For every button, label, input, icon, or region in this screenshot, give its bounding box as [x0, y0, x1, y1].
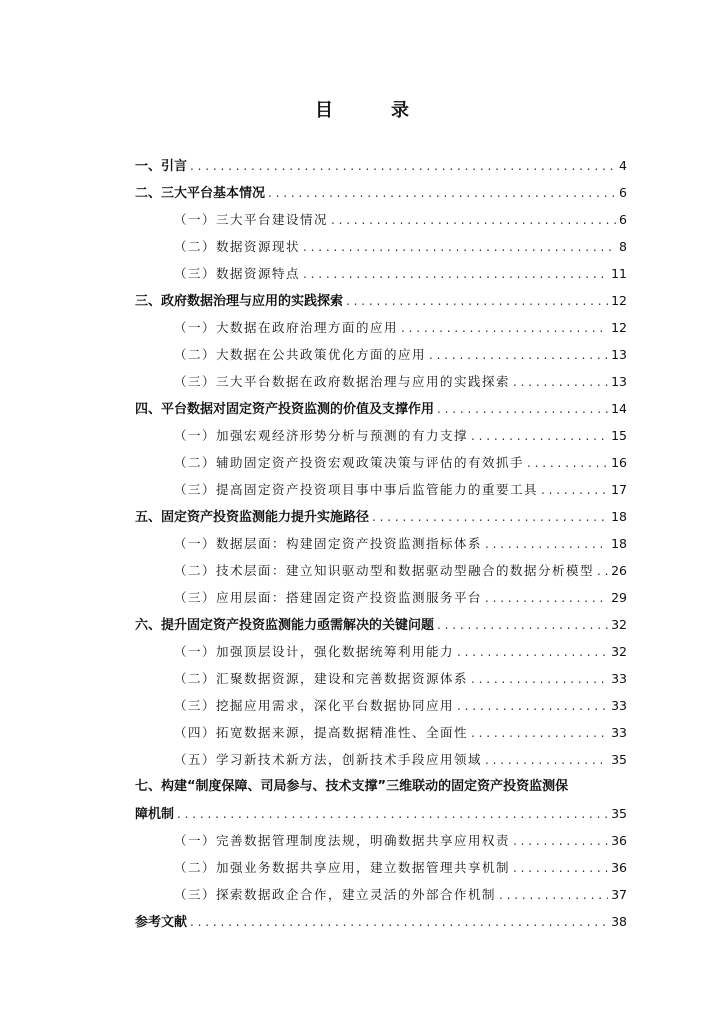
toc-page-number: 16 — [611, 455, 627, 470]
toc-dot-leader — [597, 558, 608, 585]
toc-page-number: 35 — [611, 806, 627, 821]
toc-entry[interactable] — [135, 530, 627, 557]
toc-dot-leader — [437, 396, 608, 423]
toc-entry-label: 五、固定资产投资监测能力提升实施路径 — [135, 510, 370, 525]
toc-entry[interactable] — [135, 854, 627, 881]
toc-page-number: 18 — [611, 536, 627, 551]
toc-entry[interactable] — [135, 422, 627, 449]
toc-page-number: 26 — [611, 563, 627, 578]
toc-dot-leader — [499, 882, 608, 909]
toc-entry[interactable] — [135, 449, 627, 476]
toc-entry-label: （二）辅助固定资产投资宏观政策决策与评估的有效抓手 — [174, 455, 525, 470]
toc-entry-label: （四）拓宽数据来源，提高数据精准性、全面性 — [174, 725, 469, 740]
toc-entry[interactable] — [135, 233, 627, 260]
toc-page-number: 33 — [611, 725, 627, 740]
toc-entry-label: 七、构建“制度保障、司局参与、技术支撑”三维联动的固定资产投资监测保 — [135, 779, 569, 794]
toc-dot-leader — [541, 477, 608, 504]
toc-page-number: 4 — [619, 158, 627, 173]
toc-entry-label: （三）挖掘应用需求，深化平台数据协同应用 — [174, 698, 455, 713]
toc-dot-leader — [471, 720, 608, 747]
toc-dot-leader — [485, 747, 608, 774]
toc-page-number: 11 — [611, 266, 627, 281]
toc-entry[interactable] — [135, 395, 627, 422]
toc-dot-leader — [471, 423, 608, 450]
toc-dot-leader — [457, 693, 608, 720]
toc-entry-label: （三）应用层面：搭建固定资产投资监测服务平台 — [174, 590, 483, 605]
toc-page-number: 29 — [611, 590, 627, 605]
toc-dot-leader — [513, 369, 608, 396]
toc-entry[interactable] — [135, 638, 627, 665]
toc-entry[interactable] — [135, 206, 627, 233]
toc-page-number: 32 — [611, 617, 627, 632]
toc-dot-leader — [471, 666, 608, 693]
toc-page-number: 13 — [611, 374, 627, 389]
toc-entry[interactable] — [135, 719, 627, 746]
toc-entry[interactable] — [135, 341, 627, 368]
toc-page-number: 13 — [611, 347, 627, 362]
toc-entry-label: （二）数据资源现状 — [174, 239, 301, 254]
toc-entry[interactable] — [135, 503, 627, 530]
toc-page-number: 12 — [611, 293, 627, 308]
toc-dot-leader — [372, 504, 608, 531]
toc-dot-leader — [346, 288, 608, 315]
toc-entry-label: 六、提升固定资产投资监测能力亟需解决的关键问题 — [135, 618, 435, 633]
toc-dot-leader — [429, 342, 608, 369]
toc-entry[interactable] — [135, 665, 627, 692]
toc-page-number: 15 — [611, 428, 627, 443]
toc-page-number: 36 — [611, 860, 627, 875]
toc-entry[interactable] — [135, 260, 627, 287]
toc-page-number: 33 — [611, 698, 627, 713]
toc-dot-leader — [331, 207, 616, 234]
toc-entry[interactable] — [135, 557, 627, 584]
toc-page-number: 36 — [611, 833, 627, 848]
toc-entry[interactable] — [135, 611, 627, 638]
toc-page-number: 32 — [611, 644, 627, 659]
toc-dot-leader — [177, 801, 608, 828]
toc-page-number: 8 — [619, 239, 627, 254]
toc-entry-label: （二）技术层面：建立知识驱动型和数据驱动型融合的数据分析模型 — [174, 563, 595, 578]
toc-entry-label: （三）探索数据政企合作，建立灵活的外部合作机制 — [174, 887, 497, 902]
toc-dot-leader — [190, 909, 608, 936]
toc-entry[interactable] — [135, 476, 627, 503]
toc-entry[interactable] — [135, 800, 627, 827]
toc-page-number: 12 — [611, 320, 627, 335]
toc-entry-label: （二）大数据在公共政策优化方面的应用 — [174, 347, 427, 362]
toc-entry[interactable] — [135, 152, 627, 179]
toc-entry-label: （一）大数据在政府治理方面的应用 — [174, 320, 399, 335]
toc-entry[interactable] — [135, 584, 627, 611]
toc-entry[interactable] — [135, 908, 627, 935]
toc-page-number: 33 — [611, 671, 627, 686]
toc-dot-leader — [303, 234, 616, 261]
toc-entry-label: （二）加强业务数据共享应用，建立数据管理共享机制 — [174, 860, 511, 875]
toc-entry-label: 障机制 — [135, 807, 175, 822]
toc-dot-leader — [527, 450, 608, 477]
toc-dot-leader — [457, 639, 608, 666]
toc-entry-label: （一）加强宏观经济形势分析与预测的有力支撑 — [174, 428, 469, 443]
page-title: 目 录 — [315, 100, 429, 121]
toc-dot-leader — [268, 180, 616, 207]
toc-page-number: 35 — [611, 752, 627, 767]
toc-entry[interactable] — [135, 746, 627, 773]
toc-entry-label: （一）加强顶层设计，强化数据统筹利用能力 — [174, 644, 455, 659]
toc-page-number: 38 — [611, 914, 627, 929]
toc-page-number: 6 — [619, 185, 627, 200]
toc-entry-label: （二）汇聚数据资源，建设和完善数据资源体系 — [174, 671, 469, 686]
toc-entry-label: （三）三大平台数据在政府数据治理与应用的实践探索 — [174, 374, 511, 389]
toc-page-number: 14 — [611, 401, 627, 416]
toc-entry-label: （五）学习新技术新方法，创新技术手段应用领域 — [174, 752, 483, 767]
toc-entry-label: （一）三大平台建设情况 — [174, 212, 329, 227]
toc-entry-label: （一）数据层面：构建固定资产投资监测指标体系 — [174, 536, 483, 551]
toc-page-number: 18 — [611, 509, 627, 524]
table-of-contents — [135, 152, 627, 935]
toc-dot-leader — [485, 585, 608, 612]
toc-entry-label: 三、政府数据治理与应用的实践探索 — [135, 294, 344, 309]
toc-dot-leader — [513, 855, 608, 882]
toc-entry[interactable] — [135, 314, 627, 341]
toc-entry-label: 二、三大平台基本情况 — [135, 186, 266, 201]
toc-entry[interactable] — [135, 827, 627, 854]
toc-page-number: 6 — [619, 212, 627, 227]
toc-entry[interactable] — [135, 773, 627, 800]
toc-entry-label: 四、平台数据对固定资产投资监测的价值及支撑作用 — [135, 402, 435, 417]
toc-entry-label: 一、引言 — [135, 159, 188, 174]
toc-entry-label: （三）数据资源特点 — [174, 266, 301, 281]
toc-entry[interactable] — [135, 287, 627, 314]
toc-dot-leader — [303, 261, 608, 288]
toc-entry-label: 参考文献 — [135, 915, 188, 930]
toc-dot-leader — [485, 531, 608, 558]
toc-dot-leader — [401, 315, 608, 342]
toc-entry[interactable] — [135, 881, 627, 908]
toc-dot-leader — [190, 153, 616, 180]
toc-entry-label: （三）提高固定资产投资项目事中事后监管能力的重要工具 — [174, 482, 539, 497]
toc-entry[interactable] — [135, 368, 627, 395]
toc-entry[interactable] — [135, 692, 627, 719]
toc-entry-label: （一）完善数据管理制度法规，明确数据共享应用权责 — [174, 833, 511, 848]
toc-entry[interactable] — [135, 179, 627, 206]
toc-dot-leader — [437, 612, 608, 639]
toc-dot-leader — [513, 828, 608, 855]
toc-page-number: 37 — [611, 887, 627, 902]
toc-page-number: 17 — [611, 482, 627, 497]
